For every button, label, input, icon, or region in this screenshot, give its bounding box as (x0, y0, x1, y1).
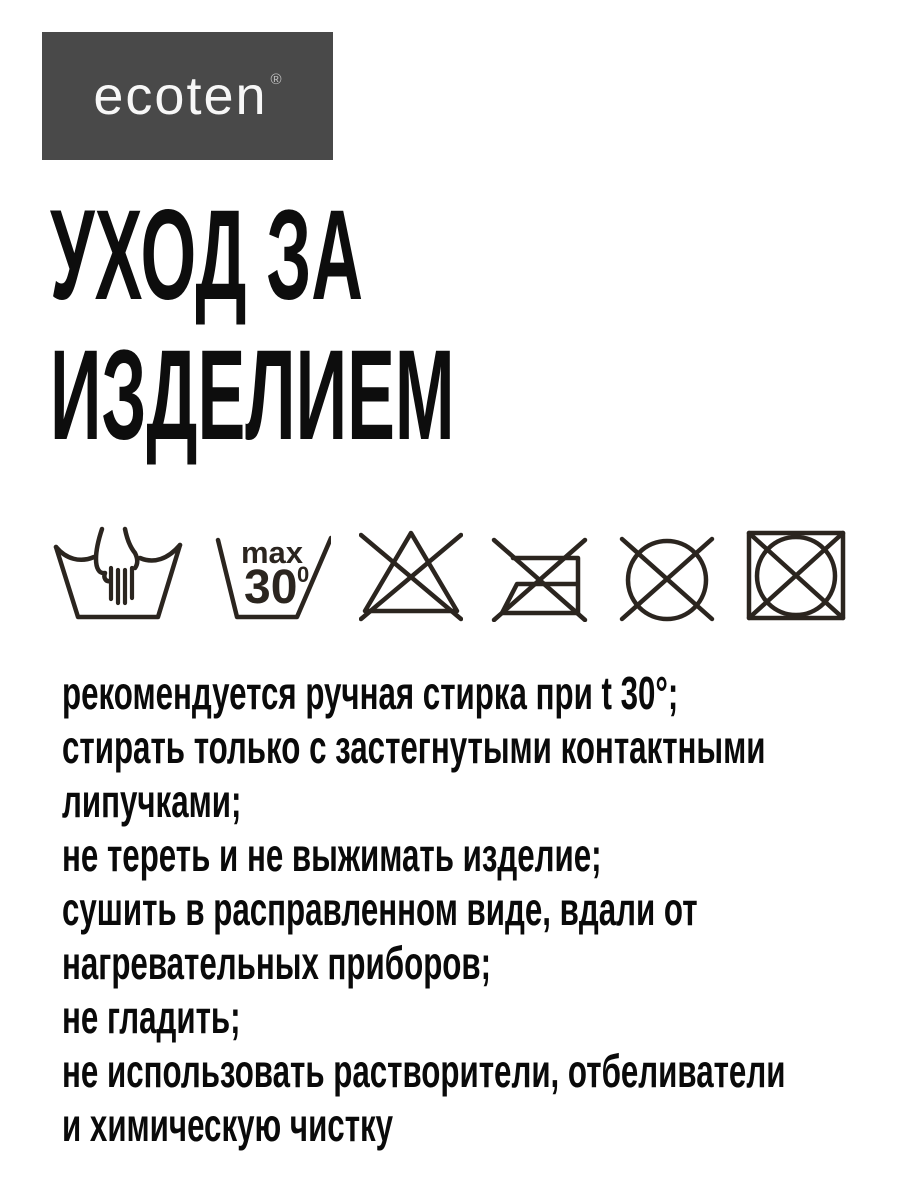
care-symbols-row (46, 525, 848, 622)
page-title-line-2: ИЗДЕЛИЕМ (50, 324, 455, 467)
instruction-line: стирать только с застегнутыми контактными (62, 721, 766, 773)
brand-logo-text: ecoten (93, 66, 268, 126)
page-title-line-1: УХОД ЗА (50, 184, 364, 327)
max-30-wash-icon (212, 525, 331, 622)
instruction-line: липучками; (62, 775, 242, 827)
instruction-line: не тереть и не выжимать изделие; (62, 829, 602, 881)
instruction-line: не гладить; (62, 991, 241, 1043)
max-label: max (240, 535, 303, 570)
instruction-line: рекомендуется ручная стирка при t 30°; (62, 667, 679, 719)
instruction-line: не использовать растворители, отбеливатели (62, 1045, 786, 1097)
instruction-line: нагревательных приборов; (62, 937, 492, 989)
care-instructions (62, 666, 785, 1152)
temp-superscript: 0 (296, 562, 310, 587)
do-not-tumble-dry-icon (618, 525, 716, 622)
temp-value: 30 (243, 561, 298, 614)
registered-trademark-icon: ® (270, 70, 282, 88)
brand-logo (42, 32, 333, 160)
do-not-iron-icon (490, 525, 590, 622)
instruction-line: и химическую чистку (62, 1099, 394, 1151)
hand-wash-icon (46, 525, 184, 622)
instruction-line: сушить в расправленном виде, вдали от (62, 883, 698, 935)
do-not-dry-clean-icon (744, 525, 848, 622)
do-not-bleach-icon (359, 525, 463, 622)
page-title (50, 186, 455, 466)
